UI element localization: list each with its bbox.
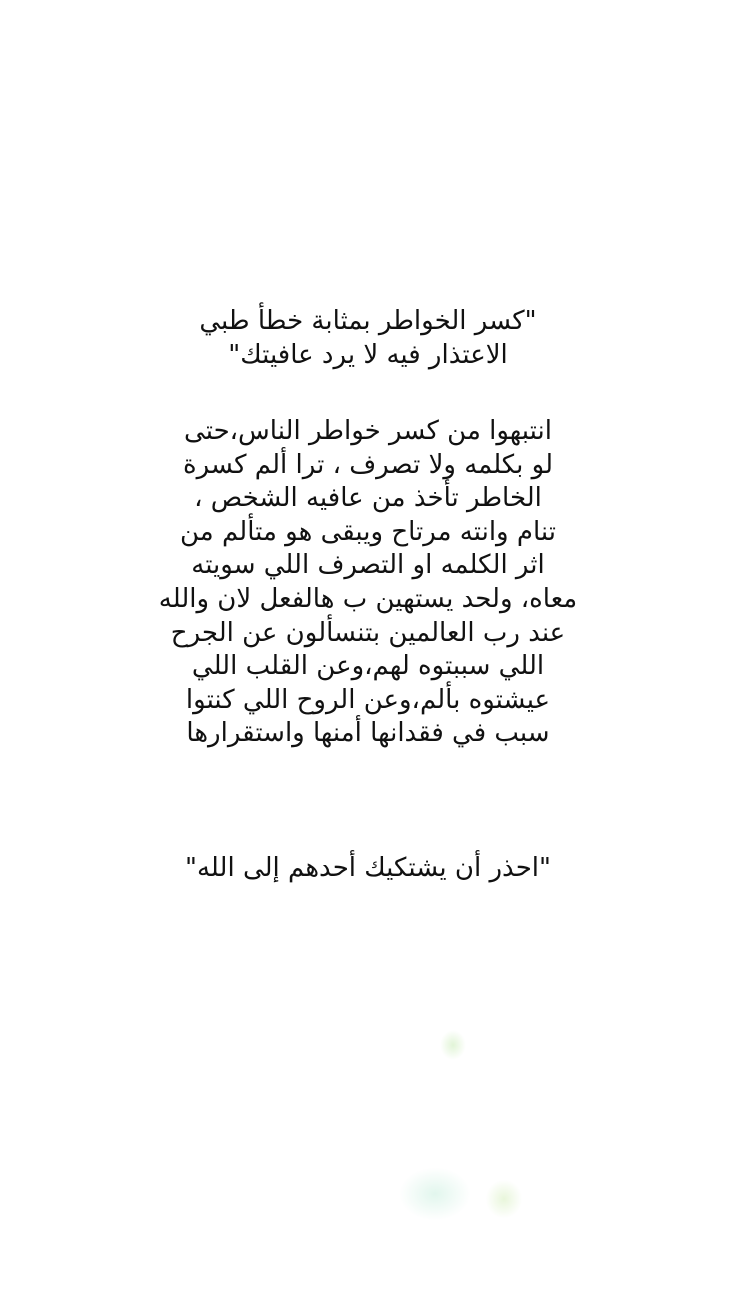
body-line: عيشتوه بألم،وعن الروح اللي كنتوا (185, 684, 551, 715)
body-line: لو بكلمه ولا تصرف ، ترا ألم كسرة (182, 449, 554, 480)
faint-decoration (400, 1168, 470, 1220)
body-line: انتبهوا من كسر خواطر الناس،حتى (184, 416, 552, 446)
body-line: اللي سببتوه لهم،وعن القلب اللي (191, 651, 545, 682)
opening-quote-line: "كسر الخواطر بمثابة خطأ طبي (199, 306, 537, 336)
body-line: معاه، ولحد يستهين ب هالفعل لان والله (158, 583, 578, 614)
closing-quote (0, 855, 736, 889)
opening-quote (0, 308, 736, 376)
opening-quote-line: الاعتذار فيه لا يرد عافيتك" (228, 340, 508, 370)
faint-decoration (486, 1180, 522, 1218)
body-line: اثر الكلمه او التصرف اللي سويته (191, 550, 545, 581)
body-line: تنام وانته مرتاح ويبقى هو متألم من (180, 516, 556, 547)
body-line: الخاطر تأخذ من عافيه الشخص ، (194, 483, 542, 514)
body-line: سبب في فقدانها أمنها واستقرارها (186, 718, 550, 749)
body-paragraph (0, 418, 736, 754)
faint-decoration (440, 1030, 466, 1060)
body-line: عند رب العالمين بتنسألون عن الجرح (170, 617, 566, 648)
closing-quote-text: "احذر أن يشتكيك أحدهم إلى الله" (185, 853, 551, 883)
